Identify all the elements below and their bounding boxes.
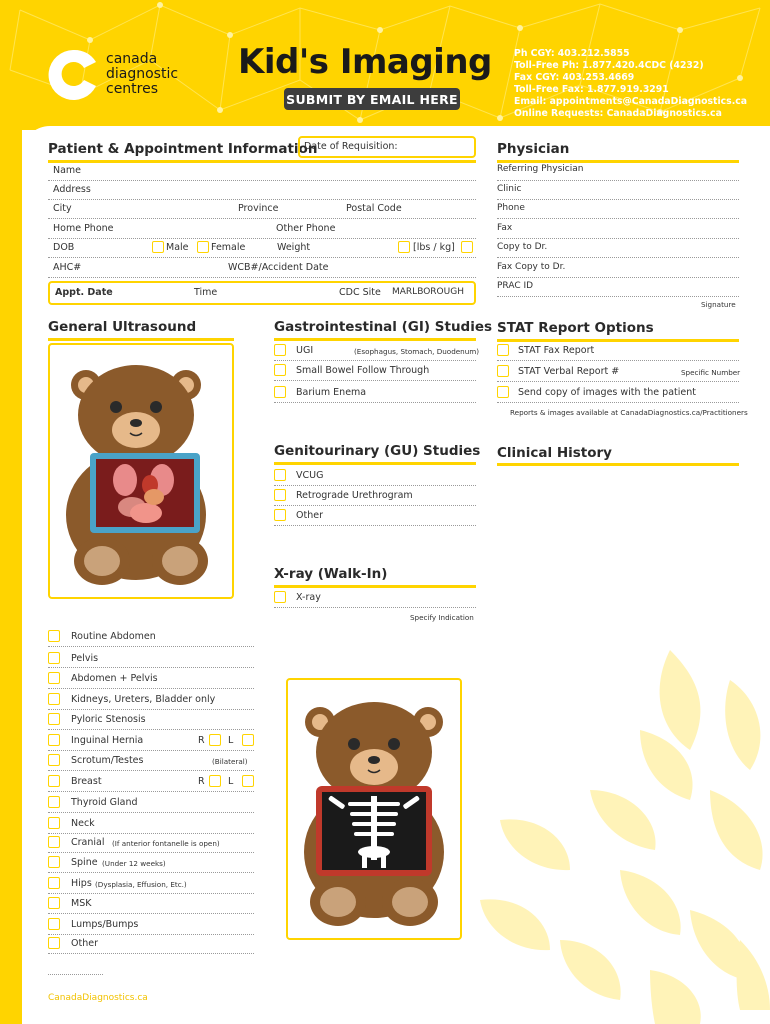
ugi-checkbox[interactable] [274, 344, 286, 356]
cranial-label: Cranial [71, 837, 105, 848]
specify-indication-note: Specify Indication [410, 613, 474, 622]
hernia-r-checkbox[interactable] [209, 734, 221, 746]
xray-bear-image [286, 678, 462, 940]
vcug-label: VCUG [296, 470, 324, 481]
physician-fax-label: Fax [497, 223, 513, 233]
divider [48, 729, 254, 730]
xray-field[interactable] [274, 607, 476, 608]
patient-underline [48, 160, 476, 163]
address-label: Address [53, 184, 91, 195]
contact-line: Toll-Free Ph: 1.877.420.4CDC (4232) [514, 60, 704, 71]
us-other-label: Other [71, 938, 98, 949]
scrotum-label: Scrotum/Testes [71, 755, 144, 766]
left-yellow-band [0, 120, 22, 1024]
divider [274, 402, 476, 403]
weight-unit-label: [lbs / kg] [413, 242, 455, 253]
ultrasound-section-title: General Ultrasound [48, 319, 197, 335]
male-label: Male [166, 242, 189, 253]
stat-section-title: STAT Report Options [497, 320, 654, 336]
hernia-l-checkbox[interactable] [242, 734, 254, 746]
stat-underline [497, 339, 739, 342]
contact-line[interactable]: Email: appointments@CanadaDiagnostics.ca [514, 96, 748, 107]
contact-line: Fax CGY: 403.253.4669 [514, 72, 635, 83]
breast-r-label: R [198, 776, 205, 787]
send-copy-checkbox[interactable] [497, 386, 509, 398]
ultrasound-underline [48, 338, 234, 341]
dob-field[interactable] [48, 257, 476, 258]
divider [497, 360, 739, 361]
stat-verbal-field[interactable] [497, 381, 739, 382]
divider [48, 709, 254, 710]
xray-checkbox[interactable] [274, 591, 286, 603]
bear-xray-illustration [288, 680, 460, 938]
stat-verbal-label: STAT Verbal Report # [518, 366, 620, 377]
province-label: Province [238, 203, 279, 214]
msk-checkbox[interactable] [48, 897, 60, 909]
sbft-checkbox[interactable] [274, 364, 286, 376]
thyroid-checkbox[interactable] [48, 796, 60, 808]
stat-verbal-checkbox[interactable] [497, 365, 509, 377]
fax-copy-label: Fax Copy to Dr. [497, 262, 566, 272]
female-label: Female [211, 242, 246, 253]
abdomen-pelvis-label: Abdomen + Pelvis [71, 673, 158, 684]
clinic-field[interactable] [497, 199, 739, 200]
divider [497, 402, 739, 403]
postal-code-label: Postal Code [346, 203, 402, 214]
page-title: Kid's Imaging [238, 42, 492, 82]
appointment-box[interactable] [48, 281, 476, 305]
prac-id-label: PRAC ID [497, 281, 534, 291]
kub-label: Kidneys, Ureters, Bladder only [71, 694, 216, 705]
divider [274, 505, 476, 506]
barium-enema-checkbox[interactable] [274, 386, 286, 398]
referring-physician-field[interactable] [497, 180, 739, 181]
logo-icon [46, 46, 100, 104]
physician-underline [497, 160, 739, 163]
pyloric-stenosis-checkbox[interactable] [48, 713, 60, 725]
city-label: City [53, 203, 72, 214]
submit-by-email-button[interactable]: SUBMIT BY EMAIL HERE [284, 88, 460, 110]
bear-ultrasound-illustration [50, 345, 232, 597]
xray-underline [274, 585, 476, 588]
msk-label: MSK [71, 898, 92, 909]
divider [48, 791, 254, 792]
hips-note: (Dysplasia, Effusion, Etc.) [95, 880, 187, 889]
hips-label: Hips [71, 878, 92, 889]
xray-label: X-ray [296, 592, 321, 603]
prac-id-field[interactable] [497, 296, 739, 297]
bilateral-note: (Bilateral) [212, 757, 248, 766]
breast-l-label: L [228, 776, 234, 787]
physician-section-title: Physician [497, 141, 570, 157]
hips-checkbox[interactable] [48, 877, 60, 889]
lumps-bumps-checkbox[interactable] [48, 918, 60, 930]
scrotum-checkbox[interactable] [48, 754, 60, 766]
divider [48, 852, 254, 853]
logo-line-3: centres [106, 81, 159, 97]
hernia-l-label: L [228, 735, 234, 746]
address-field[interactable] [48, 199, 476, 200]
divider [48, 893, 254, 894]
appt-date-label: Appt. Date [55, 287, 113, 298]
weight-label: Weight [277, 242, 311, 253]
kg-checkbox[interactable] [461, 241, 473, 253]
physician-phone-label: Phone [497, 203, 525, 213]
header [0, 0, 770, 130]
other-phone-label: Other Phone [276, 223, 336, 234]
logo-line-1: canada [106, 51, 158, 67]
vcug-checkbox[interactable] [274, 469, 286, 481]
divider [48, 934, 254, 935]
contact-line: Ph CGY: 403.212.5855 [514, 48, 630, 59]
divider [48, 872, 254, 873]
breast-r-checkbox[interactable] [209, 775, 221, 787]
city-field[interactable] [48, 218, 476, 219]
kub-checkbox[interactable] [48, 693, 60, 705]
stat-fax-label: STAT Fax Report [518, 345, 595, 356]
inguinal-hernia-label: Inguinal Hernia [71, 735, 144, 746]
clinic-label: Clinic [497, 184, 522, 194]
dob-label: DOB [53, 242, 75, 253]
ugi-label: UGI [296, 345, 314, 356]
logo-text [106, 52, 178, 97]
send-copy-label: Send copy of images with the patient [518, 387, 696, 398]
gu-underline [274, 462, 476, 465]
retrograde-label: Retrograde Urethrogram [296, 490, 413, 501]
us-other-checkbox[interactable] [48, 937, 60, 949]
us-other-extra-field[interactable] [48, 974, 103, 975]
phone-field[interactable] [48, 238, 476, 239]
breast-label: Breast [71, 776, 102, 787]
hernia-r-label: R [198, 735, 205, 746]
home-phone-label: Home Phone [53, 223, 114, 234]
divider [48, 812, 254, 813]
logo-line-2: diagnostic [106, 66, 179, 82]
cranial-checkbox[interactable] [48, 836, 60, 848]
barium-enema-label: Barium Enema [296, 387, 367, 398]
divider [274, 485, 476, 486]
divider [48, 833, 254, 834]
thyroid-label: Thyroid Gland [71, 797, 138, 808]
signature-label: Signature [701, 300, 736, 309]
stat-fax-checkbox[interactable] [497, 344, 509, 356]
physician-phone-field[interactable] [497, 218, 739, 219]
gu-other-field[interactable] [274, 525, 476, 526]
date-of-requisition-field[interactable] [298, 136, 476, 158]
pyloric-stenosis-label: Pyloric Stenosis [71, 714, 146, 725]
routine-abdomen-label: Routine Abdomen [71, 631, 156, 642]
male-checkbox[interactable] [152, 241, 164, 253]
divider [48, 646, 254, 647]
neck-label: Neck [71, 818, 95, 829]
copy-to-field[interactable] [497, 257, 739, 258]
lbs-checkbox[interactable] [398, 241, 410, 253]
contact-line[interactable]: Online Requests: CanadaDiagnostics.ca [514, 108, 722, 119]
contact-line: Toll-Free Fax: 1.877.919.3291 [514, 84, 669, 95]
gu-other-label: Other [296, 510, 323, 521]
patient-section-title: Patient & Appointment Information [48, 141, 318, 157]
wcb-label: WCB#/Accident Date [228, 262, 329, 273]
spine-note: (Under 12 weeks) [102, 859, 166, 868]
specific-number-note: Specific Number [681, 368, 741, 377]
gi-underline [274, 338, 476, 341]
name-label: Name [53, 165, 82, 176]
lumps-bumps-label: Lumps/Bumps [71, 919, 139, 930]
retrograde-checkbox[interactable] [274, 489, 286, 501]
female-checkbox[interactable] [197, 241, 209, 253]
pelvis-checkbox[interactable] [48, 652, 60, 664]
divider [48, 770, 254, 771]
date-of-requisition-label: Date of Requisition: [304, 141, 398, 152]
divider [48, 750, 254, 751]
cranial-note: (If anterior fontanelle is open) [112, 839, 220, 848]
gi-section-title: Gastrointestinal (GI) Studies [274, 319, 493, 335]
sbft-label: Small Bowel Follow Through [296, 365, 430, 376]
gu-other-checkbox[interactable] [274, 509, 286, 521]
spine-label: Spine [71, 857, 98, 868]
ugi-note: (Esophagus, Stomach, Duodenum) [354, 347, 480, 356]
decorative-petals [440, 640, 770, 1024]
name-field[interactable] [48, 180, 476, 181]
us-other-field[interactable] [48, 953, 254, 954]
divider [274, 360, 476, 361]
referring-physician-label: Referring Physician [497, 164, 584, 174]
xray-section-title: X-ray (Walk-In) [274, 566, 388, 582]
breast-checkbox[interactable] [48, 775, 60, 787]
divider [48, 667, 254, 668]
divider [48, 688, 254, 689]
cdc-site-label: CDC Site [339, 287, 381, 298]
reports-note: Reports & images available at CanadaDiagnostics.ca/Practitioners [510, 408, 748, 417]
copy-to-label: Copy to Dr. [497, 242, 548, 252]
gu-section-title: Genitourinary (GU) Studies [274, 443, 481, 459]
ultrasound-bear-image [48, 343, 234, 599]
cdc-site-value: MARLBOROUGH [392, 287, 464, 297]
ahc-label: AHC# [53, 262, 82, 273]
clinical-underline [497, 463, 739, 466]
spine-checkbox[interactable] [48, 856, 60, 868]
time-label: Time [194, 287, 218, 298]
fax-copy-field[interactable] [497, 277, 739, 278]
inguinal-hernia-checkbox[interactable] [48, 734, 60, 746]
abdomen-pelvis-checkbox[interactable] [48, 672, 60, 684]
routine-abdomen-checkbox[interactable] [48, 630, 60, 642]
ahc-field[interactable] [48, 277, 476, 278]
contact-block [514, 48, 747, 120]
divider [274, 380, 476, 381]
neck-checkbox[interactable] [48, 817, 60, 829]
physician-fax-field[interactable] [497, 238, 739, 239]
footer-url[interactable]: CanadaDiagnostics.ca [48, 993, 148, 1003]
clinical-history-title: Clinical History [497, 445, 612, 461]
breast-l-checkbox[interactable] [242, 775, 254, 787]
divider [48, 913, 254, 914]
pelvis-label: Pelvis [71, 653, 99, 664]
